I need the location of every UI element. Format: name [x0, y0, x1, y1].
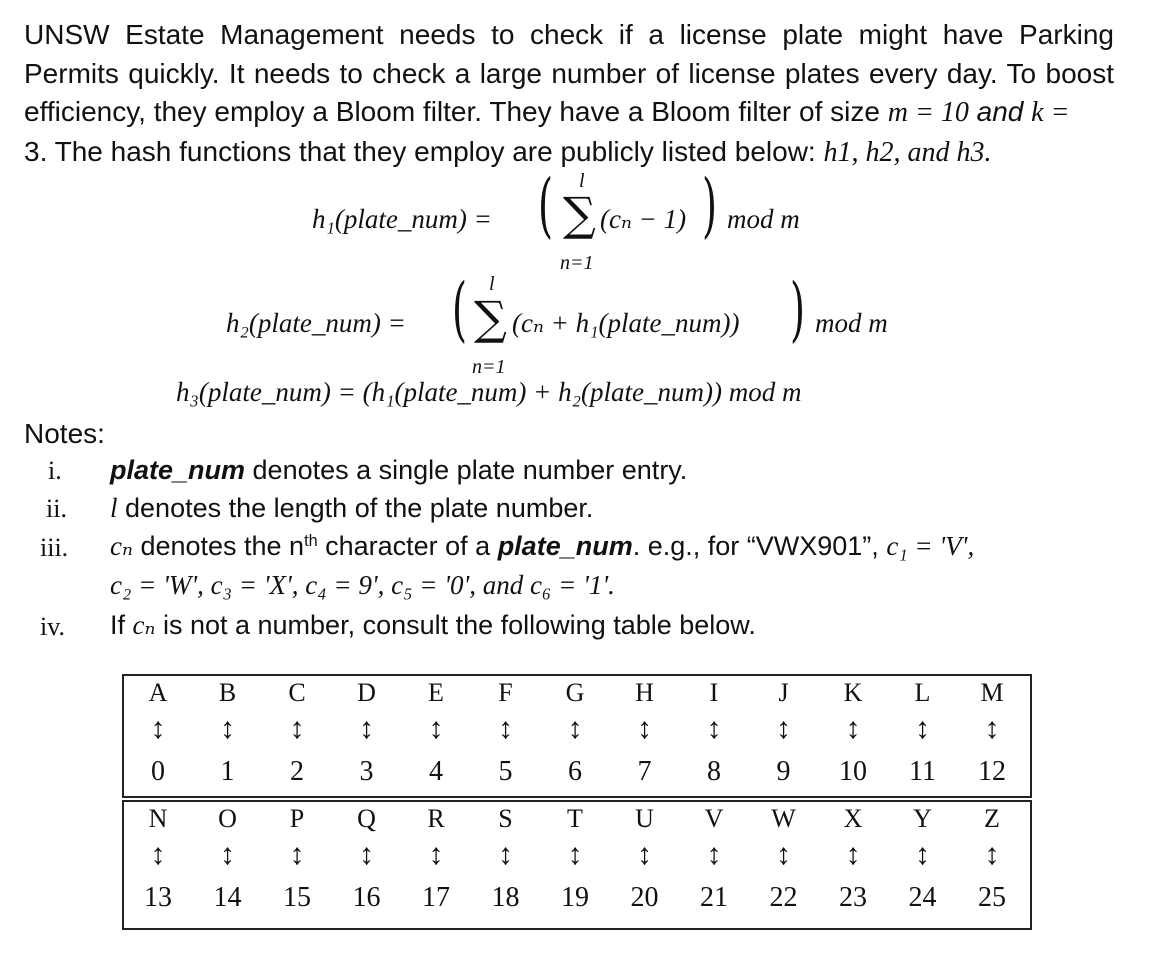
note-3-text-line-1: cₙ denotes the $n^{th}$ character of a plate_num. e.g., for “VWX901”, c₁ = 'V',: [110, 531, 975, 561]
table-value-i: 8: [707, 756, 721, 787]
h1-lhs: h₁(plate_num) =: [312, 204, 492, 234]
up-down-arrow-icon: ↕: [289, 712, 305, 745]
bloom-size-k: k =: [1031, 97, 1070, 128]
bloom-size-m: m = 10: [887, 97, 969, 128]
up-down-arrow-icon: ↕: [567, 838, 583, 871]
h2-lhs: h₂(plate_num) =: [226, 308, 406, 338]
up-down-arrow-icon: ↕: [845, 838, 861, 871]
up-down-arrow-icon: ↕: [150, 712, 166, 745]
h1-sum-icon: ∑: [563, 187, 596, 241]
table-value-a: 0: [151, 756, 165, 787]
intro-line-1: UNSW Estate Management needs to check if a license plate might have Parking: [24, 19, 1114, 50]
up-down-arrow-icon: ↕: [567, 712, 583, 745]
table-value-m: 12: [978, 756, 1006, 787]
table-value-u: 20: [630, 882, 659, 913]
h1-mod: mod m: [727, 204, 800, 234]
table-value-o: 14: [213, 882, 242, 913]
intro-paragraph: [24, 16, 1114, 172]
table-letter-k: K: [843, 678, 863, 707]
note-2-number: ii.: [46, 494, 67, 523]
table-value-p: 15: [283, 882, 311, 913]
up-down-arrow-icon: ↕: [220, 712, 235, 745]
up-down-arrow-icon: ↕: [150, 838, 166, 871]
table-letter-m: M: [980, 678, 1004, 707]
table-letter-d: D: [357, 678, 376, 707]
up-down-arrow-icon: ↕: [706, 712, 722, 745]
up-down-arrow-icon: ↕: [498, 712, 513, 745]
table-value-h: 7: [637, 756, 652, 787]
table-letter-n: N: [148, 804, 168, 833]
note-1-text: plate_num denotes a single plate number entry.: [110, 455, 688, 485]
note-3-number: iii.: [40, 533, 69, 562]
up-down-arrow-icon: ↕: [984, 838, 1000, 871]
table-value-z: 25: [978, 882, 1006, 913]
table-value-n: 13: [144, 882, 172, 913]
table-letter-v: V: [704, 804, 724, 833]
note-2-text: l denotes the length of the plate number.: [110, 493, 594, 523]
h1-left-paren: (: [538, 164, 554, 246]
intro-line-4: 3. The hash functions that they employ are publicly listed below: h1, h2, and h3.: [24, 135, 992, 168]
intro-line-3: efficiency, they employ a Bloom filter. They have a Bloom filter of size m = 10 and k =: [24, 96, 1070, 128]
table-letter-g: G: [565, 678, 585, 707]
table-letter-t: T: [567, 804, 583, 833]
up-down-arrow-icon: ↕: [706, 838, 722, 871]
up-down-arrow-icon: ↕: [220, 838, 235, 871]
table-letter-l: L: [914, 678, 931, 707]
table-value-k: 10: [839, 756, 867, 787]
table-letter-a: A: [148, 678, 168, 707]
up-down-arrow-icon: ↕: [428, 712, 444, 745]
equation-h3: h₃(plate_num) = (h₁(plate_num) + h₂(plate_num)) mod m: [176, 377, 802, 407]
table-letter-r: R: [427, 804, 445, 833]
table-letter-w: W: [771, 804, 796, 833]
h1-sum-lower: n=1: [560, 252, 594, 274]
table-letter-u: U: [635, 804, 654, 833]
up-down-arrow-icon: ↕: [637, 712, 652, 745]
table-value-g: 6: [568, 756, 582, 787]
h2-body: (cₙ + h₁(plate_num)): [512, 308, 740, 338]
up-down-arrow-icon: ↕: [915, 712, 930, 745]
table-letter-q: Q: [357, 804, 376, 833]
h2-sum-icon: ∑: [474, 291, 507, 345]
note-4-number: iv.: [40, 612, 66, 641]
up-down-arrow-icon: ↕: [776, 712, 791, 745]
table-value-f: 5: [498, 756, 513, 787]
up-down-arrow-icon: ↕: [984, 712, 1000, 745]
up-down-arrow-icon: ↕: [498, 838, 513, 871]
table-value-r: 17: [422, 882, 450, 913]
table-letter-j: J: [778, 678, 789, 707]
up-down-arrow-icon: ↕: [428, 838, 444, 871]
table-letter-c: C: [288, 678, 306, 707]
note-4-text: If cₙ is not a number, consult the following table below.: [110, 610, 756, 640]
up-down-arrow-icon: ↕: [776, 838, 791, 871]
table-value-x: 23: [839, 882, 867, 913]
intro-line-2: Permits quickly. It needs to check a large number of license plates every day. To boost: [24, 57, 1114, 89]
table-letter-i: I: [709, 678, 719, 707]
up-down-arrow-icon: ↕: [637, 838, 652, 871]
h2-right-paren: ): [790, 268, 806, 350]
table-value-d: 3: [359, 756, 374, 787]
h2-sum-upper: l: [489, 273, 495, 295]
table-value-t: 19: [561, 882, 589, 913]
table-value-b: 1: [220, 756, 235, 787]
table-letter-p: P: [289, 804, 305, 833]
table-value-e: 4: [429, 756, 443, 787]
table-value-l: 11: [909, 756, 936, 787]
table-value-q: 16: [352, 882, 381, 913]
hash-function-list: h1, h2, and h3.: [823, 136, 992, 168]
table-letter-x: X: [843, 804, 863, 833]
up-down-arrow-icon: ↕: [289, 838, 305, 871]
table-letter-z: Z: [984, 804, 1000, 833]
table-value-j: 9: [776, 756, 791, 787]
h1-right-paren: ): [702, 164, 718, 246]
table-letter-y: Y: [913, 804, 932, 833]
h2-mod: mod m: [815, 308, 888, 338]
h1-body: (cₙ − 1): [600, 204, 687, 234]
note-3-text-line-2: c₂ = 'W', c₃ = 'X', c₄ = 9', c₅ = '0', and c₆ = '1'.: [110, 570, 615, 600]
up-down-arrow-icon: ↕: [359, 712, 374, 745]
notes-label: Notes:: [24, 418, 105, 449]
table-value-s: 18: [491, 882, 520, 913]
up-down-arrow-icon: ↕: [845, 712, 861, 745]
letter-table-n-to-z: [122, 800, 1032, 930]
table-letter-f: F: [498, 678, 513, 707]
table-value-w: 22: [769, 882, 798, 913]
h1-sum-upper: l: [579, 170, 585, 192]
up-down-arrow-icon: ↕: [915, 838, 930, 871]
note-1-number: i.: [48, 456, 62, 485]
h2-sum-lower: n=1: [472, 356, 506, 378]
table-value-v: 21: [700, 882, 728, 913]
up-down-arrow-icon: ↕: [359, 838, 374, 871]
table-value-c: 2: [290, 756, 304, 787]
table-letter-h: H: [635, 678, 654, 707]
table-letter-e: E: [428, 678, 444, 707]
h2-left-paren: (: [452, 268, 468, 350]
table-value-y: 24: [908, 882, 937, 913]
table-letter-o: O: [218, 804, 237, 833]
letter-table-a-to-m: [122, 674, 1032, 798]
table-letter-b: B: [218, 678, 237, 707]
table-letter-s: S: [498, 804, 513, 833]
